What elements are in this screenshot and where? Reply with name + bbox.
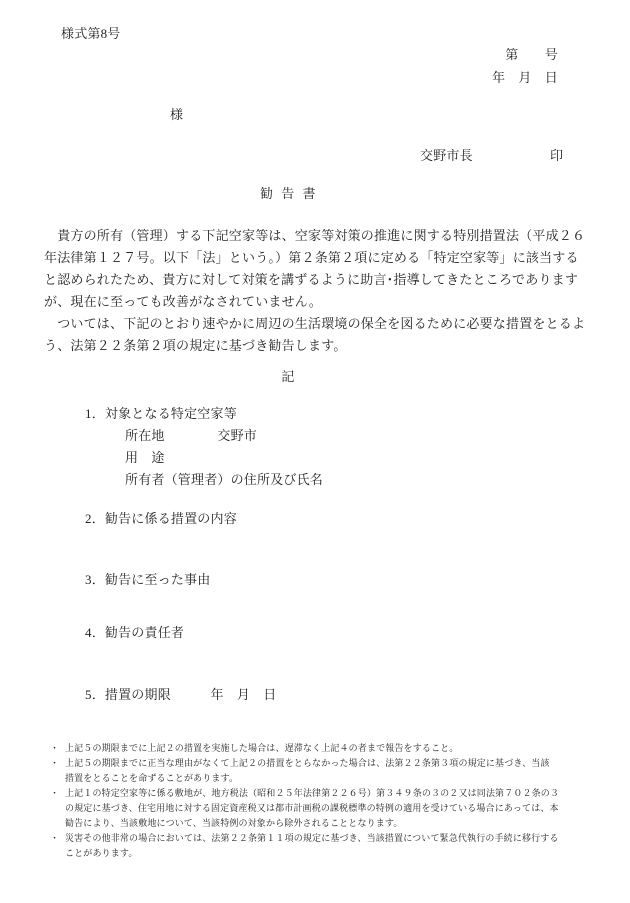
- item-1-location-line: 所在地 交野市: [125, 428, 258, 443]
- body-line: が、現在に至っても改善がなされていません。: [44, 294, 322, 309]
- footnote-line: の規定に基づき、住宅用地に対する固定資産税又は都市計画税の課税標準の特例の適用を受けている場合にあっては、本: [65, 803, 559, 813]
- document-title: 勧 告 書: [259, 186, 319, 201]
- seal-mark: 印: [550, 148, 564, 163]
- footnote-bullet: ・: [50, 743, 60, 753]
- document-number: 第 号: [505, 47, 558, 62]
- footnote-bullet: ・: [50, 788, 60, 798]
- footnote-line: 勧告により、当該敷地について、当該特例の対象から除外されることとなります。: [65, 818, 403, 828]
- footnote-line: 災害その他非常の場合においては、法第２２条第１１項の規定に基づき、当該措置について緊急代執行の手続に移行する: [65, 833, 559, 843]
- footnote-line: 上記５の期限までに正当な理由がなくて上記２の措置をとらなかった場合は、法第２２条第３項の規定に基づき、当該: [65, 758, 550, 768]
- item-1-title: 1．対象となる特定空家等: [85, 406, 237, 421]
- item-3-title: 3．勧告に至った事由: [85, 572, 211, 587]
- item-2-title: 2．勧告に係る措置の内容: [85, 511, 237, 526]
- body-line: 年法律第１２７号。以下「法」という。）第２条第２項に定める「特定空家等」に該当する: [44, 250, 579, 265]
- item-1-owner-line: 所有者（管理者）の住所及び氏名: [125, 472, 324, 487]
- item-4-title: 4．勧告の責任者: [85, 625, 185, 640]
- body-line: と認められたため、貴方に対して対策を講ずるように助言･指導してきたところであります: [44, 272, 579, 287]
- addressee-honorific: 様: [170, 107, 184, 122]
- date-line: 年 月 日: [491, 70, 558, 85]
- form-number: 様式第8号: [61, 26, 121, 41]
- footnote-bullet: ・: [50, 758, 60, 768]
- record-marker: 記: [281, 369, 295, 384]
- footnote-line: 措置をとることを命ずることがあります。: [65, 773, 239, 783]
- footnote-bullet: ・: [50, 833, 60, 843]
- footnote-line: 上記１の特定空家等に係る敷地が、地方税法（昭和２５年法律第２２６号）第３４９条の３の２又は同法第７０２条の３: [65, 788, 560, 798]
- body-line: う、法第２２条第２項の規定に基づき勧告します。: [44, 338, 347, 353]
- sender-name: 交野市長: [420, 148, 473, 163]
- footnote-line: ことがあります。: [65, 848, 138, 858]
- footnote-line: 上記５の期限までに上記２の措置を実施した場合は、遅滞なく上記４の者まで報告をすること。: [65, 743, 459, 753]
- body-line: 貴方の所有（管理）する下記空家等は、空家等対策の推進に関する特別措置法（平成２６: [44, 228, 586, 243]
- body-line: ついては、下記のとおり速やかに周辺の生活環境の保全を図るために必要な措置をとるよ: [44, 316, 586, 331]
- item-5-title: 5．措置の期限 年 月 日: [85, 687, 277, 702]
- item-1-usage-line: 用 途: [125, 450, 165, 465]
